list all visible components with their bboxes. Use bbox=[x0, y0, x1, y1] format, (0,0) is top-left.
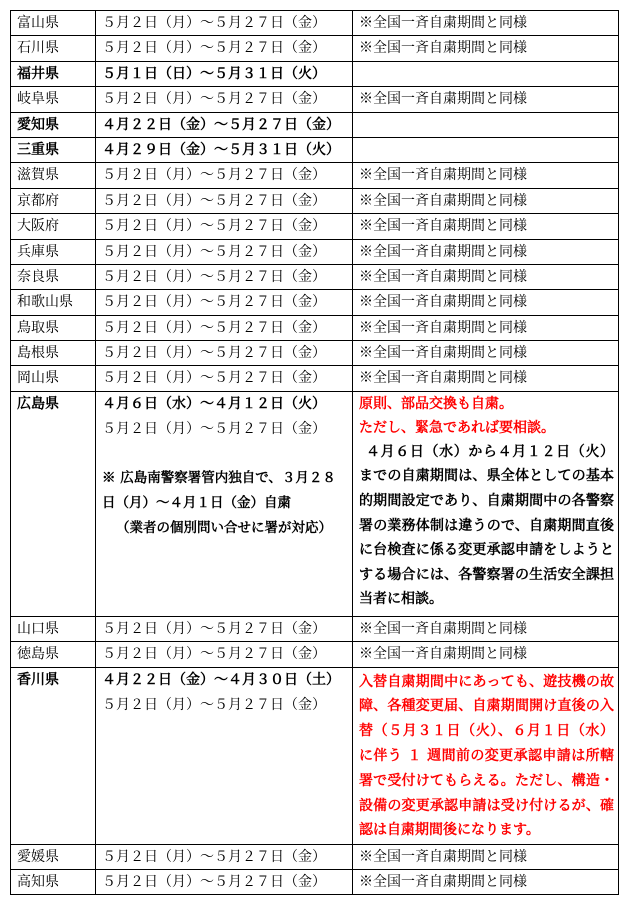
period-primary: ４月６日（水）～４月１２日（火） bbox=[102, 395, 326, 412]
table-row bbox=[11, 163, 619, 188]
period-cell: ５月２日（月）～５月２７日（金） bbox=[96, 870, 353, 895]
prefecture-cell: 徳島県 bbox=[11, 642, 96, 667]
period-cell: ５月２日（月）～５月２７日（金） bbox=[96, 188, 353, 213]
note-cell: ※全国一斉自粛期間と同様 bbox=[353, 163, 619, 188]
note-cell bbox=[353, 667, 619, 844]
note-body: ４月６日（水）から４月１２日（火）までの自粛期間は、県全体としての基本的期間設定であり、自粛期間中の各警察署の業務体制は違うので、自粛期間直後に台検査に係る変更承認申請をしようとする場合には、各警察署の生活安全課担当者に相談。 bbox=[359, 443, 614, 608]
period-cell: ５月１日（日）～５月３１日（火） bbox=[96, 61, 353, 86]
period-cell: ５月２日（月）～５月２７日（金） bbox=[96, 290, 353, 315]
prefecture-cell: 広島県 bbox=[11, 391, 96, 616]
period-cell: ５月２日（月）～５月２７日（金） bbox=[96, 341, 353, 366]
memo-line: （業者の個別問い合せに署が対応） bbox=[116, 519, 332, 536]
note-cell: ※全国一斉自粛期間と同様 bbox=[353, 844, 619, 869]
note-cell: ※全国一斉自粛期間と同様 bbox=[353, 188, 619, 213]
period-cell: ５月２日（月）～５月２７日（金） bbox=[96, 214, 353, 239]
prefecture-cell: 香川県 bbox=[11, 667, 96, 844]
table-row bbox=[11, 137, 619, 162]
table-row-kagawa bbox=[11, 667, 619, 844]
period-secondary: ５月２日（月）～５月２７日（金） bbox=[102, 696, 326, 713]
prefecture-schedule-table bbox=[10, 10, 619, 895]
note-cell bbox=[353, 391, 619, 616]
note-cell: ※全国一斉自粛期間と同様 bbox=[353, 87, 619, 112]
table-row bbox=[11, 239, 619, 264]
table-row-hiroshima bbox=[11, 391, 619, 616]
period-cell: ５月２日（月）～５月２７日（金） bbox=[96, 163, 353, 188]
prefecture-cell: 京都府 bbox=[11, 188, 96, 213]
period-cell: ５月２日（月）～５月２７日（金） bbox=[96, 87, 353, 112]
period-cell: ５月２日（月）～５月２７日（金） bbox=[96, 315, 353, 340]
table-row bbox=[11, 264, 619, 289]
period-cell bbox=[96, 391, 353, 616]
table-row bbox=[11, 341, 619, 366]
prefecture-cell: 愛知県 bbox=[11, 112, 96, 137]
period-cell: ５月２日（月）～５月２７日（金） bbox=[96, 264, 353, 289]
prefecture-cell: 岡山県 bbox=[11, 366, 96, 391]
period-cell: ５月２日（月）～５月２７日（金） bbox=[96, 616, 353, 641]
note-cell: ※全国一斉自粛期間と同様 bbox=[353, 341, 619, 366]
note-cell bbox=[353, 112, 619, 137]
note-cell: ※全国一斉自粛期間と同様 bbox=[353, 11, 619, 36]
local-memo bbox=[102, 466, 348, 541]
period-cell: ５月２日（月）～５月２７日（金） bbox=[96, 366, 353, 391]
table-row bbox=[11, 290, 619, 315]
note-cell bbox=[353, 137, 619, 162]
period-cell: ５月２日（月）～５月２７日（金） bbox=[96, 36, 353, 61]
table-row bbox=[11, 642, 619, 667]
period-cell: ４月２９日（金）～５月３１日（火） bbox=[96, 137, 353, 162]
note-warning: 原則、部品交換も自粛。 bbox=[359, 395, 513, 412]
note-warning: ただし、緊急であれば要相談。 bbox=[359, 419, 555, 436]
prefecture-cell: 奈良県 bbox=[11, 264, 96, 289]
prefecture-cell: 和歌山県 bbox=[11, 290, 96, 315]
table-body bbox=[11, 11, 619, 895]
memo-line: ※ 広島南警察署管内独自で、３月２８ bbox=[102, 469, 336, 486]
prefecture-cell: 大阪府 bbox=[11, 214, 96, 239]
table-row bbox=[11, 315, 619, 340]
period-secondary: ５月２日（月）～５月２７日（金） bbox=[102, 420, 326, 437]
prefecture-cell: 三重県 bbox=[11, 137, 96, 162]
prefecture-cell: 岐阜県 bbox=[11, 87, 96, 112]
period-cell: ５月２日（月）～５月２７日（金） bbox=[96, 642, 353, 667]
prefecture-cell: 山口県 bbox=[11, 616, 96, 641]
note-cell: ※全国一斉自粛期間と同様 bbox=[353, 315, 619, 340]
prefecture-cell: 鳥取県 bbox=[11, 315, 96, 340]
table-row bbox=[11, 616, 619, 641]
prefecture-cell: 高知県 bbox=[11, 870, 96, 895]
note-cell: ※全国一斉自粛期間と同様 bbox=[353, 264, 619, 289]
note-cell: ※全国一斉自粛期間と同様 bbox=[353, 366, 619, 391]
note-cell: ※全国一斉自粛期間と同様 bbox=[353, 616, 619, 641]
table-row bbox=[11, 844, 619, 869]
period-cell: ４月２２日（金）～５月２７日（金） bbox=[96, 112, 353, 137]
note-cell: ※全国一斉自粛期間と同様 bbox=[353, 642, 619, 667]
table-row bbox=[11, 87, 619, 112]
table-row bbox=[11, 36, 619, 61]
prefecture-cell: 兵庫県 bbox=[11, 239, 96, 264]
memo-line: 日（月）～４月１日（金）自粛 bbox=[102, 494, 291, 511]
table-row bbox=[11, 870, 619, 895]
prefecture-cell: 福井県 bbox=[11, 61, 96, 86]
note-cell: ※全国一斉自粛期間と同様 bbox=[353, 290, 619, 315]
period-cell bbox=[96, 667, 353, 844]
note-cell bbox=[353, 61, 619, 86]
period-primary: ４月２２日（金）～４月３０日（土） bbox=[102, 671, 340, 688]
table-row bbox=[11, 366, 619, 391]
note-cell: ※全国一斉自粛期間と同様 bbox=[353, 870, 619, 895]
note-cell: ※全国一斉自粛期間と同様 bbox=[353, 36, 619, 61]
note-cell: ※全国一斉自粛期間と同様 bbox=[353, 214, 619, 239]
period-cell: ５月２日（月）～５月２７日（金） bbox=[96, 11, 353, 36]
prefecture-cell: 愛媛県 bbox=[11, 844, 96, 869]
period-cell: ５月２日（月）～５月２７日（金） bbox=[96, 239, 353, 264]
table-row bbox=[11, 188, 619, 213]
prefecture-cell: 石川県 bbox=[11, 36, 96, 61]
note-body: 入替自粛期間中にあっても、遊技機の故障、各種変更届、自粛期間開け直後の入替（５月３１日（火）、６月１日（水）に伴う １ 週間前の変更承認申請は所轄署で受付けてもらえる。ただし、構造・設備の変更承認申請は受け付けるが、確認は自粛期間後になります。 bbox=[359, 673, 614, 839]
period-cell: ５月２日（月）～５月２７日（金） bbox=[96, 844, 353, 869]
prefecture-cell: 滋賀県 bbox=[11, 163, 96, 188]
table-row bbox=[11, 112, 619, 137]
table-row bbox=[11, 214, 619, 239]
table-row bbox=[11, 11, 619, 36]
note-cell: ※全国一斉自粛期間と同様 bbox=[353, 239, 619, 264]
prefecture-cell: 富山県 bbox=[11, 11, 96, 36]
prefecture-cell: 島根県 bbox=[11, 341, 96, 366]
table-row bbox=[11, 61, 619, 86]
